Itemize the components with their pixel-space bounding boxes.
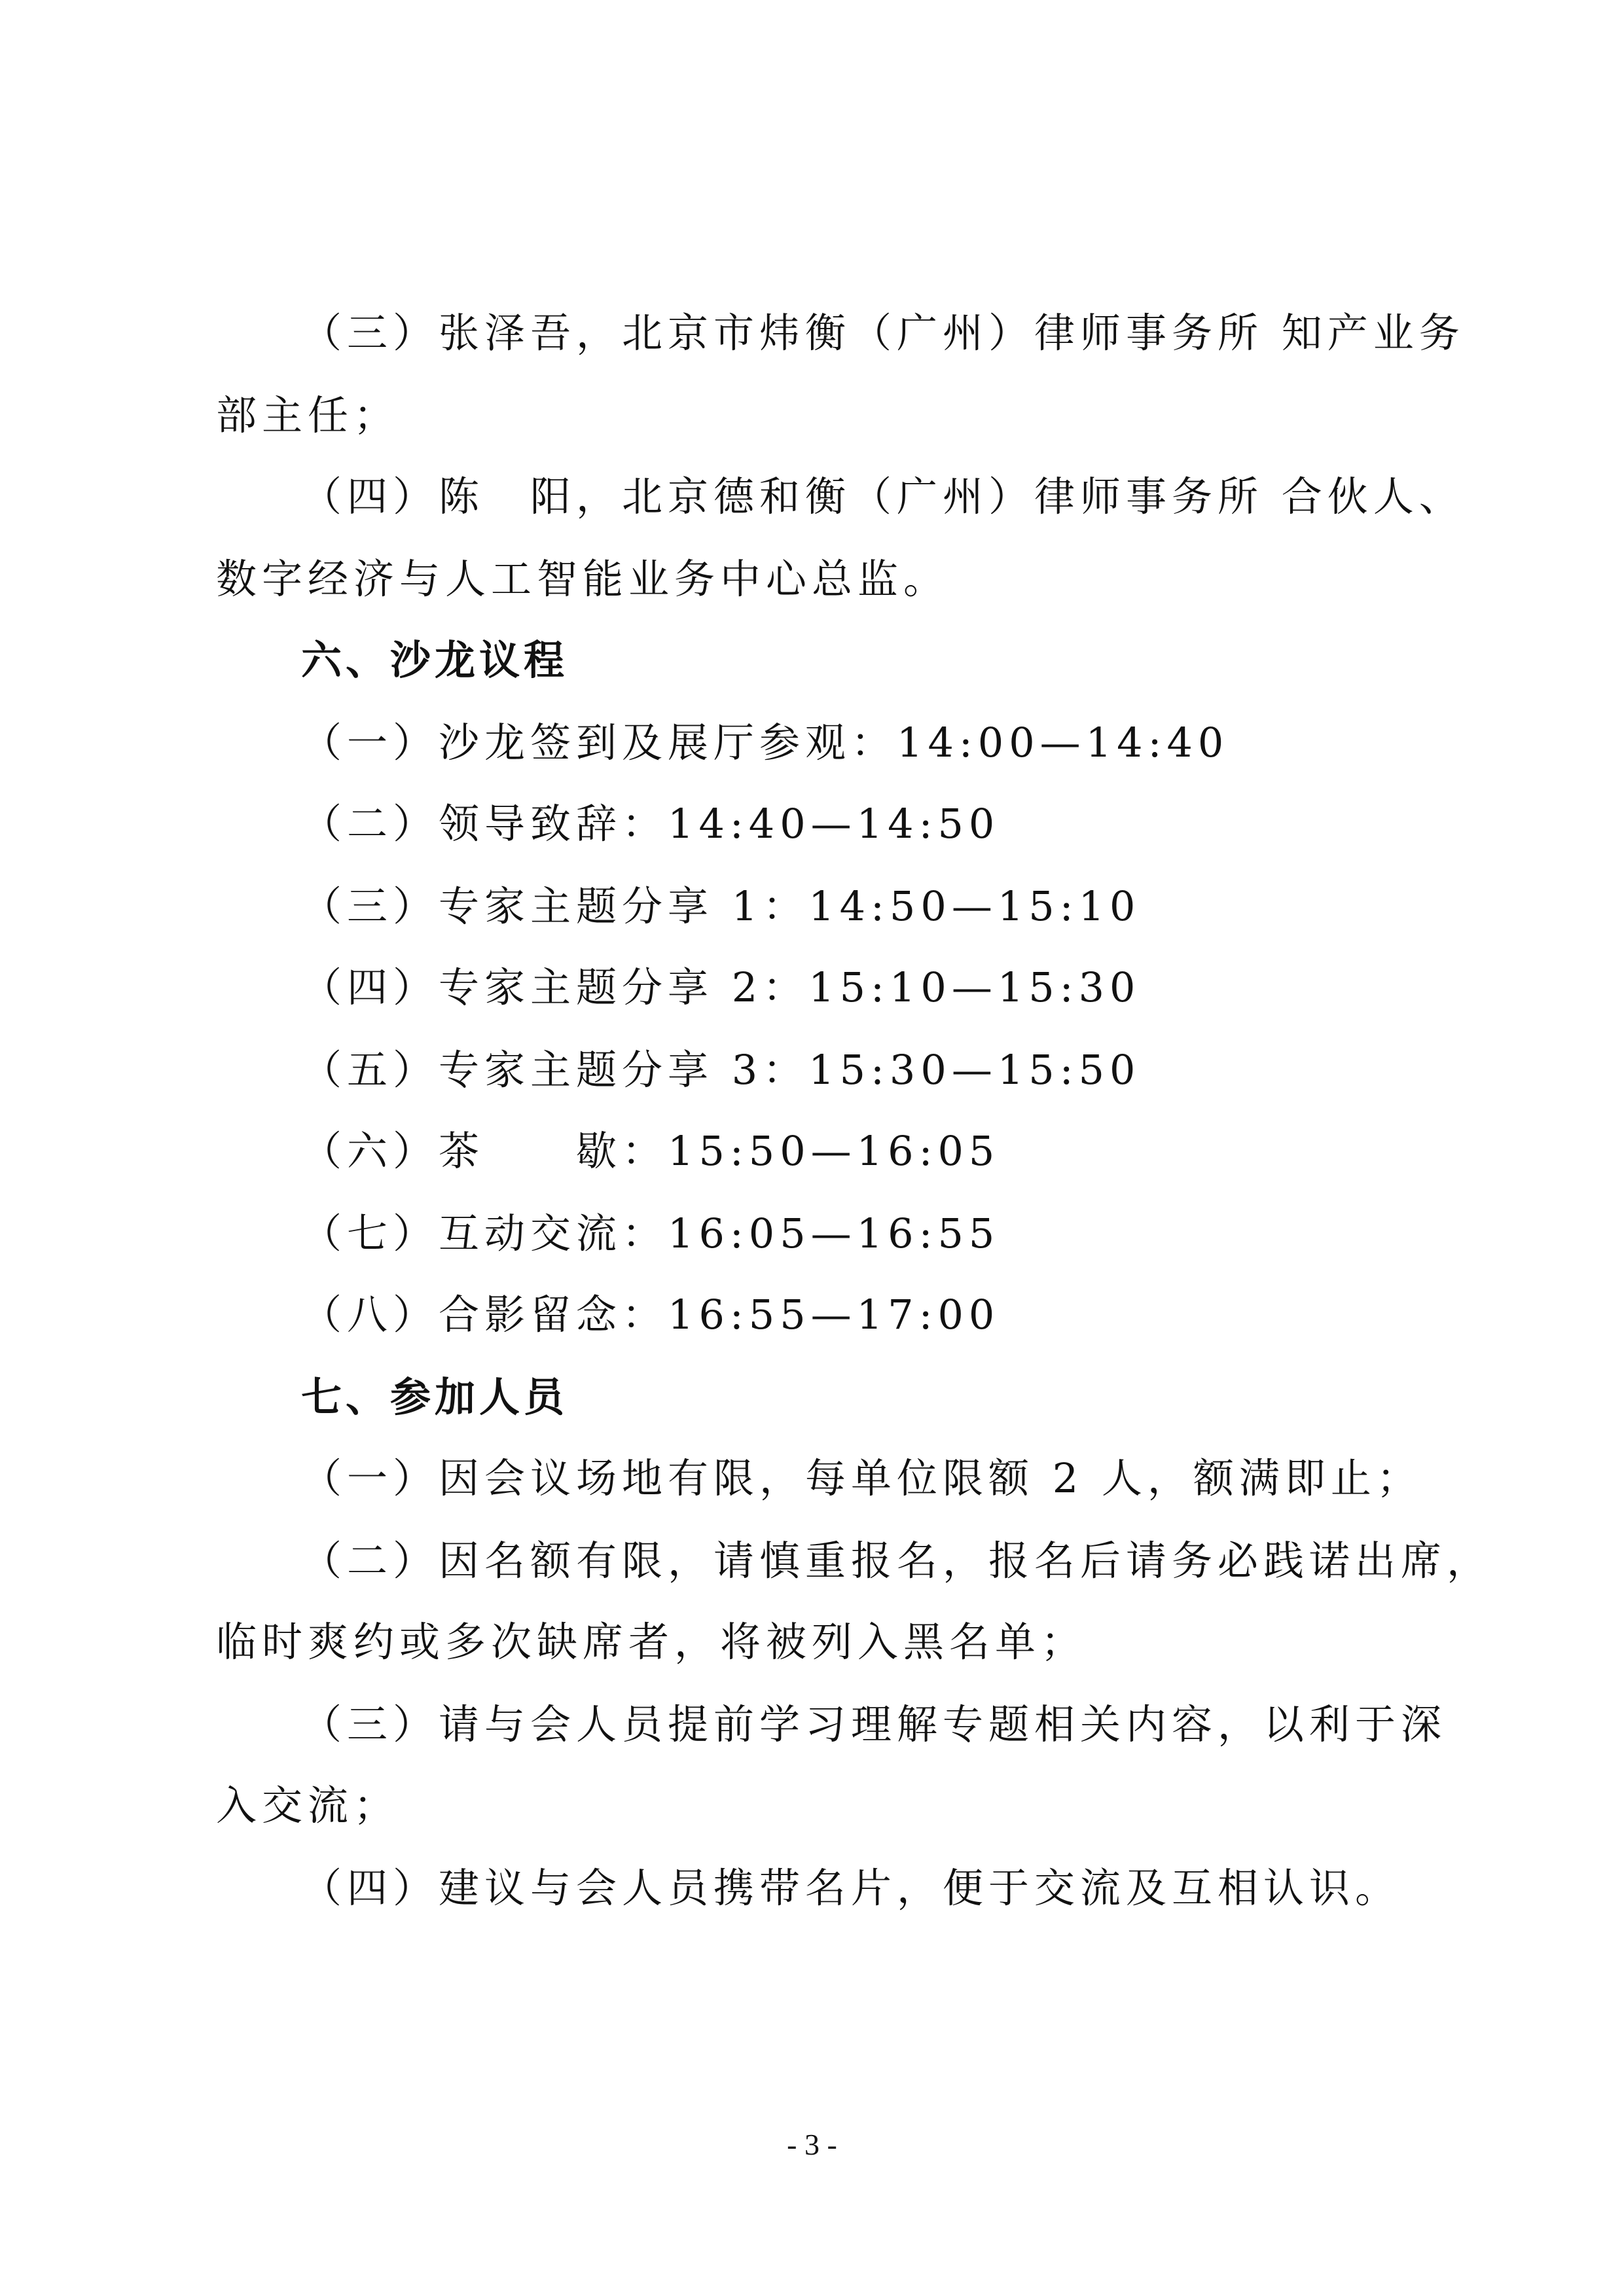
speaker-item-4-line-2: 数字经济与人工智能业务中心总监。 xyxy=(216,555,950,603)
agenda-item-2: （二）领导致辞：14:40—14:50 xyxy=(301,800,1000,848)
participants-item-4-line-1: （四）建议与会人员携带名片，便于交流及互相认识。 xyxy=(301,1864,1401,1912)
participants-item-2-line-2: 临时爽约或多次缺席者，将被列入黑名单； xyxy=(216,1618,1087,1666)
agenda-item-1: （一）沙龙签到及展厅参观：14:00—14:40 xyxy=(301,719,1229,766)
speaker-item-3-line-1: （三）张泽吾，北京市炜衡（广州）律师事务所 知产业务 xyxy=(301,309,1465,357)
section-heading-participants: 七、参加人员 xyxy=(301,1373,569,1421)
speaker-item-4-line-1: （四）陈 阳，北京德和衡（广州）律师事务所 合伙人、 xyxy=(301,473,1465,520)
agenda-item-3: （三）专家主题分享 1：14:50—15:10 xyxy=(301,882,1141,930)
agenda-item-6: （六）茶 歇：15:50—16:05 xyxy=(301,1127,1000,1175)
participants-item-1-line-1: （一）因会议场地有限，每单位限额 2 人，额满即止； xyxy=(301,1454,1422,1502)
page-number: - 3 - xyxy=(787,2128,837,2161)
speaker-item-3-line-2: 部主任； xyxy=(216,391,400,439)
participants-item-3-line-1: （三）请与会人员提前学习理解专题相关内容，以利于深 xyxy=(301,1700,1447,1748)
participants-item-3-line-2: 入交流； xyxy=(216,1782,400,1829)
agenda-item-8: （八）合影留念：16:55—17:00 xyxy=(301,1291,1000,1338)
agenda-item-5: （五）专家主题分享 3：15:30—15:50 xyxy=(301,1046,1141,1094)
agenda-item-7: （七）互动交流：16:05—16:55 xyxy=(301,1210,1000,1257)
participants-item-2-line-1: （二）因名额有限，请慎重报名，报名后请务必践诺出席， xyxy=(301,1537,1493,1585)
section-heading-agenda: 六、沙龙议程 xyxy=(301,636,569,684)
agenda-item-4: （四）专家主题分享 2：15:10—15:30 xyxy=(301,963,1141,1011)
